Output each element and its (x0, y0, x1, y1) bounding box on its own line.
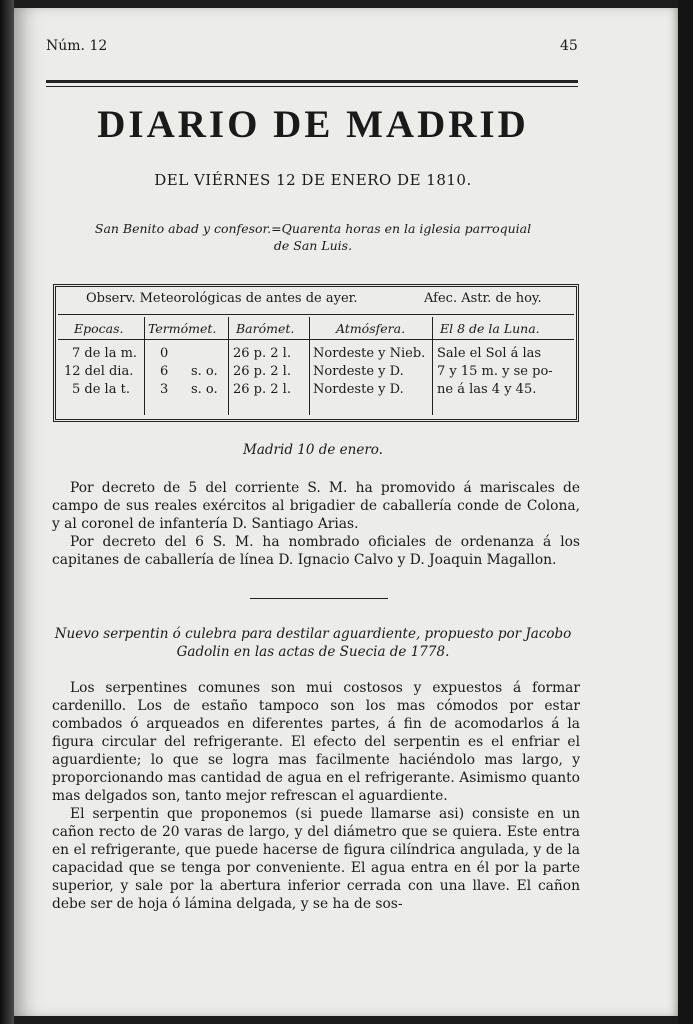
astro-line-3: ne á las 4 y 45. (437, 382, 537, 397)
col-header-termometro: Termómet. (148, 321, 217, 336)
col-header-barometro: Barómet. (236, 321, 295, 336)
astro-title: Afec. Astr. de hoy. (424, 291, 542, 306)
top-rule-thick (46, 80, 578, 83)
row1-atm: Nordeste y Nieb. (313, 346, 426, 361)
row3-term-dir: s. o. (191, 382, 218, 397)
section-title-madrid: Madrid 10 de enero. (243, 442, 383, 458)
table-header-rule (58, 314, 574, 315)
saint-line-2: de San Luis. (273, 238, 353, 253)
row1-term: 0 (160, 346, 169, 361)
article-title-line-1: Nuevo serpentin ó culebra para destilar aguardiente, propuesto por Jacobo (54, 626, 572, 642)
scan-edge (678, 0, 693, 1024)
row2-epoca: 12 del dia. (64, 364, 134, 379)
row2-term-dir: s. o. (191, 364, 218, 379)
top-rule-thin (46, 86, 578, 87)
row3-epoca: 5 de la t. (72, 382, 130, 397)
col-header-epocas: Epocas. (74, 321, 124, 336)
news-paragraph-1: Por decreto de 5 del corriente S. M. ha promovido á mariscales de campo de sus reales exércitos al brigadier de caballería conde de Colona, y al coronel de infantería D. Santiago Arias. (52, 480, 580, 532)
row2-barom: 26 p. 2 l. (233, 364, 291, 379)
row2-atm: Nordeste y D. (313, 364, 404, 379)
row3-atm: Nordeste y D. (313, 382, 404, 397)
dateline: DEL VIÉRNES 12 DE ENERO DE 1810. (154, 171, 472, 189)
col-header-atmosfera: Atmósfera. (336, 321, 406, 336)
col-header-luna: El 8 de la Luna. (440, 321, 540, 336)
table-column-rule (58, 339, 574, 340)
col-divider-1 (144, 317, 145, 415)
news-paragraph-2: Por decreto del 6 S. M. ha nombrado oficiales de ordenanza á los capitanes de caballería de línea D. Ignacio Calvo y D. Joaquin Magallon. (52, 534, 580, 568)
col-divider-3 (309, 317, 310, 415)
row2-term: 6 (160, 364, 169, 379)
masthead-title: DIARIO DE MADRID (97, 103, 529, 146)
section-separator (250, 598, 388, 599)
page-number: 45 (560, 38, 578, 54)
news-body (52, 479, 580, 569)
col-divider-2 (228, 317, 229, 415)
meteorological-table (53, 284, 579, 422)
article-title (46, 625, 580, 661)
row3-barom: 26 p. 2 l. (233, 382, 291, 397)
row1-barom: 26 p. 2 l. (233, 346, 291, 361)
meteo-title: Observ. Meteorológicas de antes de ayer. (86, 291, 358, 306)
issue-number: Núm. 12 (46, 38, 108, 54)
saint-of-day (46, 220, 580, 254)
article-paragraph-2: El serpentin que proponemos (si puede llamarse asi) consiste en un cañon recto de 20 varas de largo, y del diámetro que se quiera. Este entra en el refrigerante, que puede hacerse de figura cilíndrica angulada, y de la capacidad que se tenga por conveniente. El agua entra en él por la parte superior, y sale por la abertura inferior cerrada con una llave. El cañon debe ser de hoja ó lámina delgada, y se ha de sos- (52, 806, 580, 912)
article-title-line-2: Gadolin en las actas de Suecia de 1778. (176, 644, 450, 660)
astro-line-1: Sale el Sol á las (437, 346, 542, 361)
row1-epoca: 7 de la m. (72, 346, 138, 361)
article-paragraph-1: Los serpentines comunes son mui costosos y expuestos á formar cardenillo. Los de estaño tampoco son los mas cómodos por estar combados ó arqueados en diferentes partes, á fin de acomodarlos á la figura circular del refrigerante. El efecto del serpentin es el enfriar el aguardiente; lo que se logra mas facilmente haciéndolo mas largo, y proporcionando mas cantidad de agua en el refrigerante. Asimismo quanto mas delgados son, tanto mejor refrescan el aguardiente. (52, 680, 580, 804)
astro-line-2: 7 y 15 m. y se po- (437, 364, 553, 379)
book-spine (0, 0, 14, 1024)
article-body (52, 679, 580, 913)
row3-term: 3 (160, 382, 169, 397)
col-divider-4 (432, 317, 433, 415)
saint-line-1: San Benito abad y confesor.=Quarenta horas en la iglesia parroquial (94, 221, 532, 236)
